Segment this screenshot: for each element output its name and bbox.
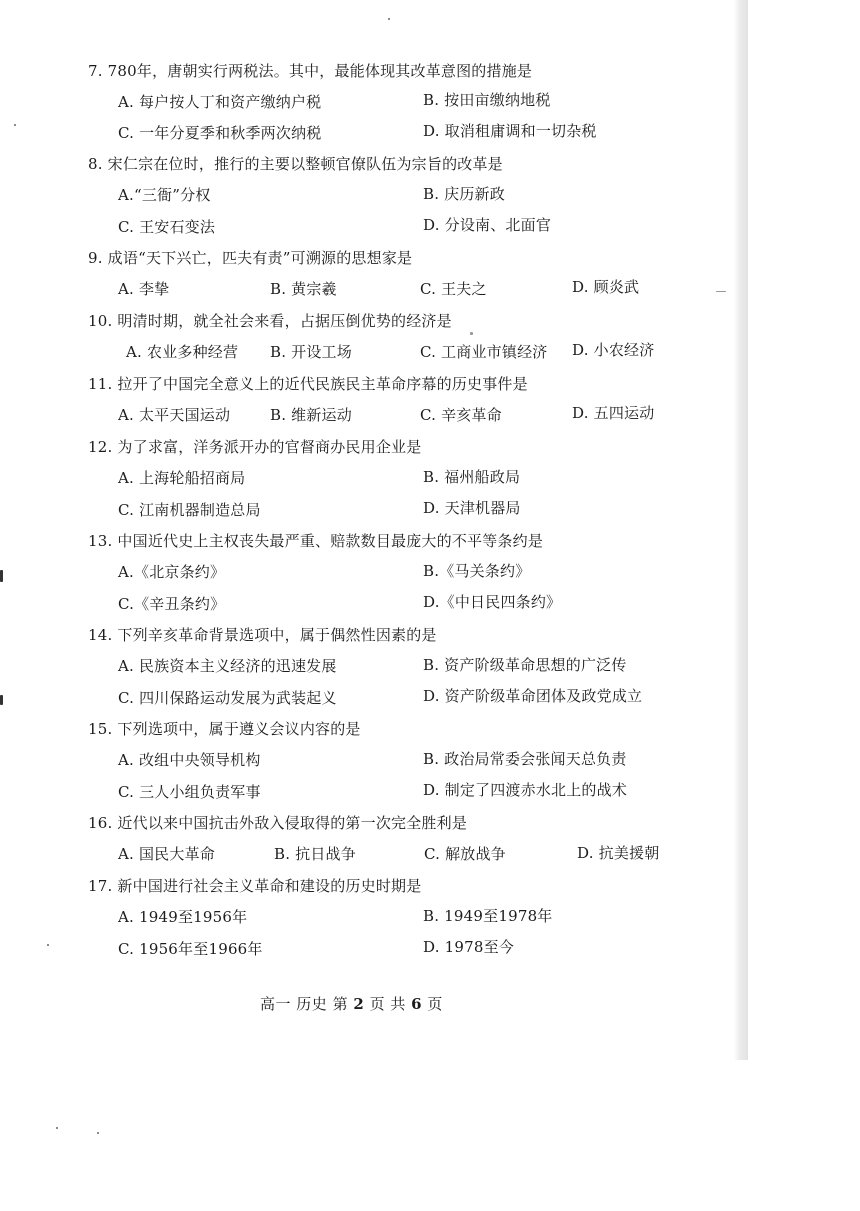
question-11-option-c: C. 辛亥革命 [420,406,502,424]
footer-subject: 历史 [296,995,328,1013]
question-9-option-d: D. 顾炎武 [572,278,640,296]
question-16: 16. 近代以来中国抗击外敌入侵取得的第一次完全胜利是 [88,814,468,832]
question-7-option-d: D. 取消租庸调和一切杂税 [423,122,597,140]
question-12-option-d: D. 天津机器局 [423,499,521,517]
question-12: 12. 为了求富，洋务派开办的官督商办民用企业是 [88,438,422,456]
footer-page-mid: 页 共 [369,995,406,1013]
question-17: 17. 新中国进行社会主义革命和建设的历史时期是 [88,877,422,895]
question-16-option-b: B. 抗日战争 [274,845,356,863]
question-7: 7. 780年，唐朝实行两税法。其中，最能体现其改革意图的措施是 [88,62,533,80]
question-15-option-a: A. 改组中央领导机构 [118,751,261,769]
scan-speck [47,944,49,946]
question-14-option-a: A. 民族资本主义经济的迅速发展 [118,657,337,675]
question-10-option-c: C. 工商业市镇经济 [420,343,548,361]
question-11-option-d: D. 五四运动 [572,404,655,422]
scan-edge-mark [0,695,3,705]
question-17-option-c: C. 1956年至1966年 [118,940,263,958]
question-8-option-b: B. 庆历新政 [423,185,505,203]
scan-speck [470,332,473,335]
question-17-option-a: A. 1949至1956年 [118,908,248,926]
question-13-option-d: D.《中日民四条约》 [423,593,562,611]
question-8: 8. 宋仁宗在位时，推行的主要以整顿官僚队伍为宗旨的改革是 [88,155,503,173]
question-17-option-b: B. 1949至1978年 [423,907,553,925]
question-9-option-c: C. 王夫之 [420,280,487,298]
question-9: 9. 成语“天下兴亡，匹夫有责”可溯源的思想家是 [88,249,413,267]
question-8-option-c: C. 王安石变法 [118,218,216,236]
page-footer [260,993,443,1014]
question-16-option-c: C. 解放战争 [424,845,506,863]
footer-page-number: 2 [353,995,365,1013]
question-14-option-d: D. 资产阶级革命团体及政党成立 [423,687,643,705]
question-15-option-b: B. 政治局常委会张闻天总负责 [423,750,627,768]
scan-speck [56,1127,58,1129]
question-14-option-c: C. 四川保路运动发展为武装起义 [118,689,337,707]
question-7-option-a: A. 每户按人丁和资产缴纳户税 [118,93,322,111]
question-12-option-a: A. 上海轮船招商局 [118,469,246,487]
question-11-option-a: A. 太平天国运动 [118,406,231,424]
question-9-option-a: A. 李挚 [118,280,170,298]
question-13: 13. 中国近代史上主权丧失最严重、赔款数目最庞大的不平等条约是 [88,532,544,550]
question-10: 10. 明清时期，就全社会来看，占据压倒优势的经济是 [88,312,452,330]
question-12-option-c: C. 江南机器制造总局 [118,501,261,519]
question-11-option-b: B. 维新运动 [270,406,352,424]
scan-speck [97,1132,99,1134]
question-7-option-b: B. 按田亩缴纳地税 [423,91,551,109]
scan-speck [14,124,16,126]
question-10-option-d: D. 小农经济 [572,341,655,359]
footer-page-suffix: 页 [427,995,443,1013]
question-13-option-b: B.《马关条约》 [423,562,531,580]
question-12-option-b: B. 福州船政局 [423,468,521,486]
page-edge-shadow [734,0,748,1060]
scan-edge-mark [0,570,3,582]
footer-page-total: 6 [411,995,423,1013]
footer-grade: 高一 [260,995,292,1013]
question-10-option-a: A. 农业多种经营 [126,343,239,361]
question-13-option-c: C.《辛丑条约》 [118,595,226,613]
footer-page-prefix: 第 [332,995,349,1013]
question-7-option-c: C. 一年分夏季和秋季两次纳税 [118,124,322,142]
question-8-option-d: D. 分设南、北面官 [423,216,552,234]
question-16-option-a: A. 国民大革命 [118,845,215,863]
question-15-option-c: C. 三人小组负责军事 [118,783,261,801]
question-10-option-b: B. 开设工场 [270,343,352,361]
question-15: 15. 下列选项中，属于遵义会议内容的是 [88,720,361,738]
question-13-option-a: A.《北京条约》 [118,563,226,581]
question-15-option-d: D. 制定了四渡赤水北上的战术 [423,781,628,799]
question-17-option-d: D. 1978至今 [423,938,515,956]
question-9-option-b: B. 黄宗羲 [270,280,337,298]
question-14-option-b: B. 资产阶级革命思想的广泛传 [423,656,627,674]
question-8-option-a: A.“三衙”分权 [118,186,211,204]
question-11: 11. 拉开了中国完全意义上的近代民族民主革命序幕的历史事件是 [88,375,528,393]
scan-speck [388,18,390,20]
question-14: 14. 下列辛亥革命背景选项中，属于偶然性因素的是 [88,626,437,644]
question-16-option-d: D. 抗美援朝 [577,844,660,862]
scan-speck [716,291,726,292]
